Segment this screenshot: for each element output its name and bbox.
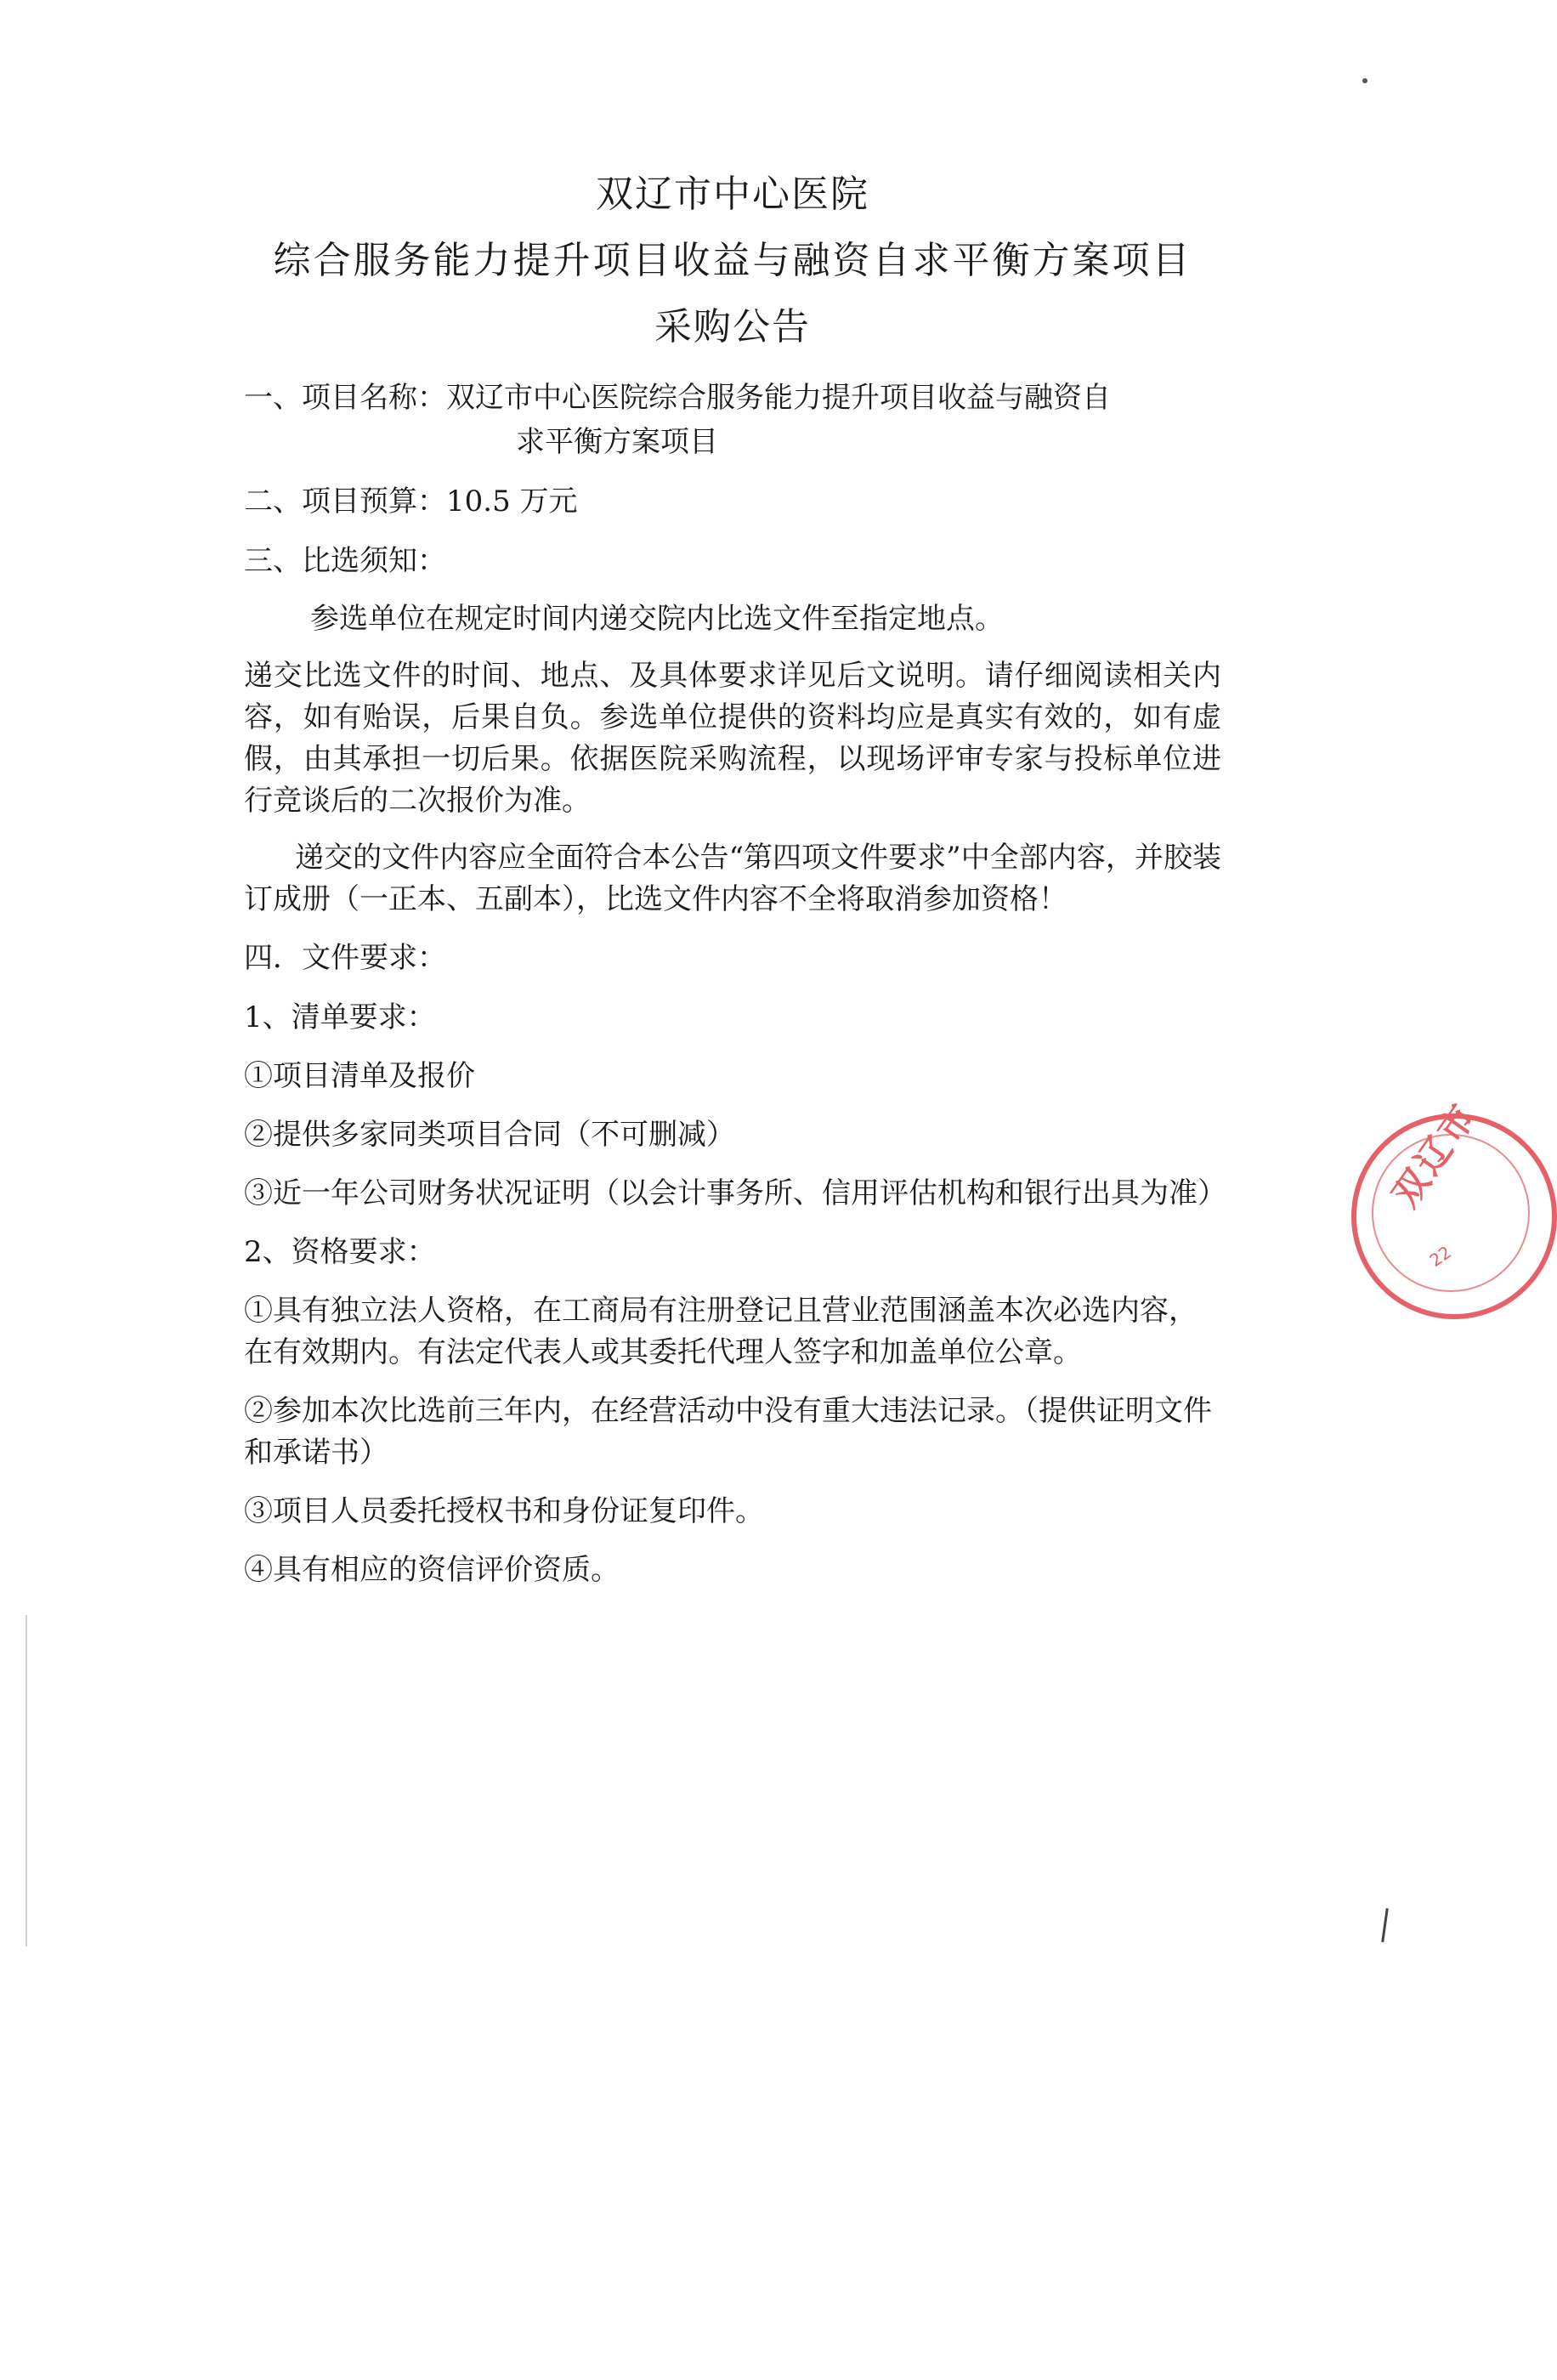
budget-section: 二、项目预算：10.5 万元	[244, 484, 578, 518]
scan-edge-line	[25, 1615, 27, 1946]
seal-number: 22	[1425, 1241, 1456, 1272]
scan-mark	[1381, 1908, 1389, 1942]
seal-text: 双辽市	[1384, 1094, 1486, 1215]
document-body	[244, 162, 1226, 1591]
scan-speck	[1362, 78, 1367, 83]
title-announcement: 采购公告	[654, 305, 811, 348]
list-item: ①项目清单及报价	[244, 1059, 475, 1093]
notice-paragraph-1: 参选单位在规定时间内递交院内比选文件至指定地点。	[310, 602, 1004, 636]
document-title	[244, 162, 1221, 360]
official-seal	[1351, 1094, 1557, 1319]
title-hospital: 双辽市中心医院	[596, 173, 869, 216]
notice-heading: 三、比选须知：	[244, 544, 446, 578]
qualification-item: ③项目人员委托授权书和身份证复印件。	[244, 1494, 764, 1528]
list-item: ②提供多家同类项目合同（不可删减）	[244, 1118, 735, 1152]
blank-margin	[0, 1946, 1445, 2380]
document-requirements-heading: 四．文件要求：	[244, 941, 446, 975]
qualification-item: ①具有独立法人资格，在工商局有注册登记且营业范围涵盖本次必选内容，在有效期内。有法定代表人或其委托代理人签字和加盖单位公章。	[244, 1294, 1197, 1369]
project-name-value: 双辽市中心医院综合服务能力提升项目收益与融资自	[446, 381, 1111, 415]
qualification-item: ④具有相应的资信评价资质。	[244, 1553, 620, 1587]
qualification-item: ②参加本次比选前三年内，在经营活动中没有重大违法记录。（提供证明文件和承诺书）	[244, 1394, 1212, 1470]
list-requirements-heading: 1、清单要求：	[244, 1000, 436, 1034]
project-name-value-cont: 求平衡方案项目	[516, 425, 718, 459]
project-name-section	[244, 376, 1221, 464]
list-item: ③近一年公司财务状况证明（以会计事务所、信用评估机构和银行出具为准）	[244, 1176, 1226, 1210]
notice-paragraph-3: 递交的文件内容应全面符合本公告“第四项文件要求”中全部内容，并胶装订成册（一正本、五副本），比选文件内容不全将取消参加资格！	[244, 841, 1221, 916]
project-name-label: 一、项目名称：	[244, 381, 446, 415]
qualification-requirements-heading: 2、资格要求：	[244, 1235, 436, 1269]
title-project: 综合服务能力提升项目收益与融资自求平衡方案项目	[273, 239, 1192, 282]
notice-paragraph-2: 递交比选文件的时间、地点、及具体要求详见后文说明。请仔细阅读相关内容，如有贻误，后果自负。参选单位提供的资料均应是真实有效的，如有虚假，由其承担一切后果。依据医院采购流程，以现场评审专家与投标单位进行竞谈后的二次报价为准。	[244, 659, 1221, 818]
